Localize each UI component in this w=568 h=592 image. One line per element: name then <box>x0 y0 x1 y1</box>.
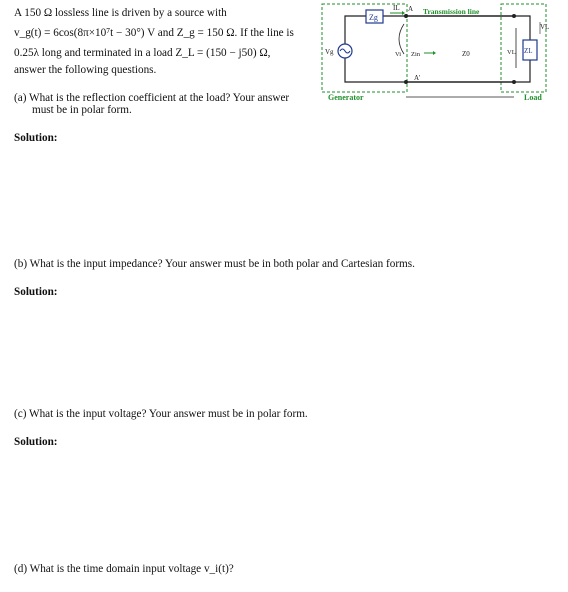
il-label: IL <box>393 4 400 12</box>
zg-label: Zg <box>369 13 378 22</box>
problem-line-3: 0.25λ long and terminated in a load Z_L = (150 − j50) Ω, <box>14 47 271 59</box>
generator-label: Generator <box>328 93 364 102</box>
vl-label: VL <box>507 49 516 56</box>
load-label: Load <box>524 93 542 102</box>
terminal-a-prime <box>404 80 408 84</box>
problem-line-4: answer the following questions. <box>14 64 157 76</box>
solution-label-c: Solution: <box>14 436 58 448</box>
question-c: (c) What is the input voltage? Your answer must be in polar form. <box>14 408 308 420</box>
gen-wire-top-left <box>345 16 366 44</box>
vg-label: Vg <box>325 48 334 56</box>
current-arrow-head <box>402 11 405 15</box>
load-wire-top <box>514 16 530 40</box>
z0-label: Z0 <box>462 50 470 58</box>
a-prime-label: A' <box>414 74 421 82</box>
solution-label-a: Solution: <box>14 132 58 144</box>
gen-wire-bottom <box>345 58 406 82</box>
transmission-line-label: Transmission line <box>423 7 480 16</box>
question-d: (d) What is the time domain input voltage v_i(t)? <box>14 563 234 575</box>
transmission-line-diagram <box>318 0 568 108</box>
vl-label-right: VL <box>540 23 550 31</box>
a-label: A <box>408 5 414 13</box>
question-a-line-1: (a) What is the reflection coefficient at the load? Your answer <box>14 92 290 104</box>
question-b: (b) What is the input impedance? Your answer must be in both polar and Cartesian forms. <box>14 258 415 270</box>
question-a-line-2: must be in polar form. <box>32 104 132 116</box>
vi-label: Vi <box>395 51 402 58</box>
zin-label: Zin <box>411 51 421 58</box>
vi-bracket <box>399 24 404 54</box>
zl-label: ZL <box>524 47 533 55</box>
problem-line-1: A 150 Ω lossless line is driven by a source with <box>14 7 227 19</box>
solution-label-b: Solution: <box>14 286 58 298</box>
generator-box <box>322 4 407 92</box>
problem-line-2: v_g(t) = 6cos(8π×10⁷t − 30°) V and Z_g = 150 Ω. If the line is <box>14 27 294 39</box>
zin-arrow-head <box>433 51 436 55</box>
terminal-a <box>404 14 408 18</box>
load-wire-bottom <box>514 60 530 82</box>
